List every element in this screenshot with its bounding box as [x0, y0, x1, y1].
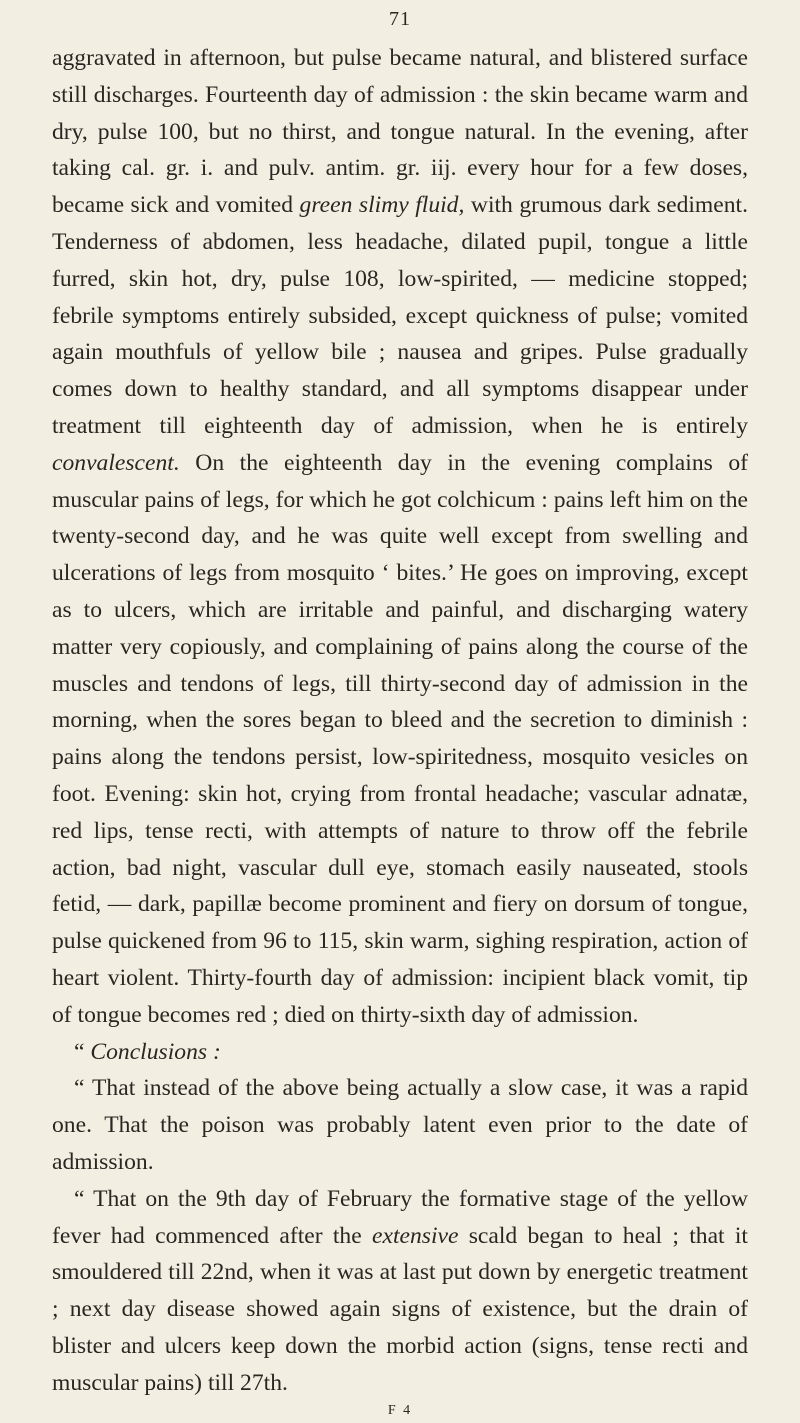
body-text	[52, 40, 748, 1401]
text-run: aggravated in afternoon, but pulse became natural, and blistered surface still discharges. Fourteenth day of admission : the skin became warm and dry, pulse 100, but no thirst, and tongue natural. In the evening, after taking cal. gr. i. and pulv. antim. gr. iij. every hour for a few doses, became sick and vomited	[52, 45, 748, 219]
text-run: with grumous dark sediment. Tenderness of abdomen, less headache, dilated pupil, tongue a little furred, skin hot, dry, pulse 108, low-spirited, — medicine stopped; febrile symptoms entirely subsided, except quickness of pulse; vomited again mouthfuls of yellow bile ; nausea and gripes. Pulse gradually comes down to healthy standard, and all symptoms disappear under treatment till eighteenth day of admission, when he is entirely	[52, 192, 749, 439]
text-run: On the eighteenth day in the evening complains of muscular pains of legs, for which he got colchicum : pains left him on the twenty-second day, and he was quite well except from swelling and ulcerations of legs from mosquito ‘ bites.’ He goes on improving, except as to ulcers, which are irritable and painful, and discharging watery matter very copiously, and complaining of pains along the course of the muscles and tendons of legs, till thirty-second day of admission in the morning, when the sores began to bleed and the secretion to diminish : pains along the tendons persist, low-spiritedness, mosquito vesicles on foot. Evening: skin hot, crying from frontal headache; vascular adnatæ, red lips, tense recti, with attempts of nature to throw off the febrile action, bad night, vascular dull eye, stomach easily nauseated, stools fetid, — dark, papillæ become prominent and fiery on dorsum of tongue, pulse quickened from 96 to 115, skin warm, sighing respiration, action of heart violent. Thirty-fourth day of admission: incipient black vomit, tip of tongue becomes red ; died on thirty-sixth day of admission.	[52, 449, 748, 1028]
page-number: 71	[389, 8, 411, 30]
text-run: scald began to heal ; that it smouldered till 22nd, when it was at last put down by energetic treatment ; next day disease showed again signs of existence, but the drain of blister and ulcers keep down the morbid action (signs, tense recti and muscular pains) till 27th.	[52, 1222, 748, 1396]
paragraph-case-narrative	[52, 40, 748, 1034]
paragraph-conclusion-one	[52, 1070, 748, 1180]
italic-text: Conclusions :	[90, 1038, 221, 1065]
signature-mark: F 4	[387, 1403, 413, 1419]
italic-text: green slimy fluid,	[299, 192, 465, 219]
paragraph-conclusions-heading	[52, 1034, 748, 1071]
text-run: “ That on the 9th day of February the formative stage of the yellow fever had commenced after the	[52, 1185, 748, 1249]
text-run: “ That instead of the above being actually a slow case, it was a rapid one. That the poison was probably latent even prior to the date of admission.	[52, 1075, 748, 1175]
italic-text: extensive	[372, 1222, 459, 1249]
paragraph-conclusion-two	[52, 1181, 748, 1402]
text-run: “	[74, 1038, 91, 1065]
italic-text: convalescent.	[52, 449, 180, 476]
